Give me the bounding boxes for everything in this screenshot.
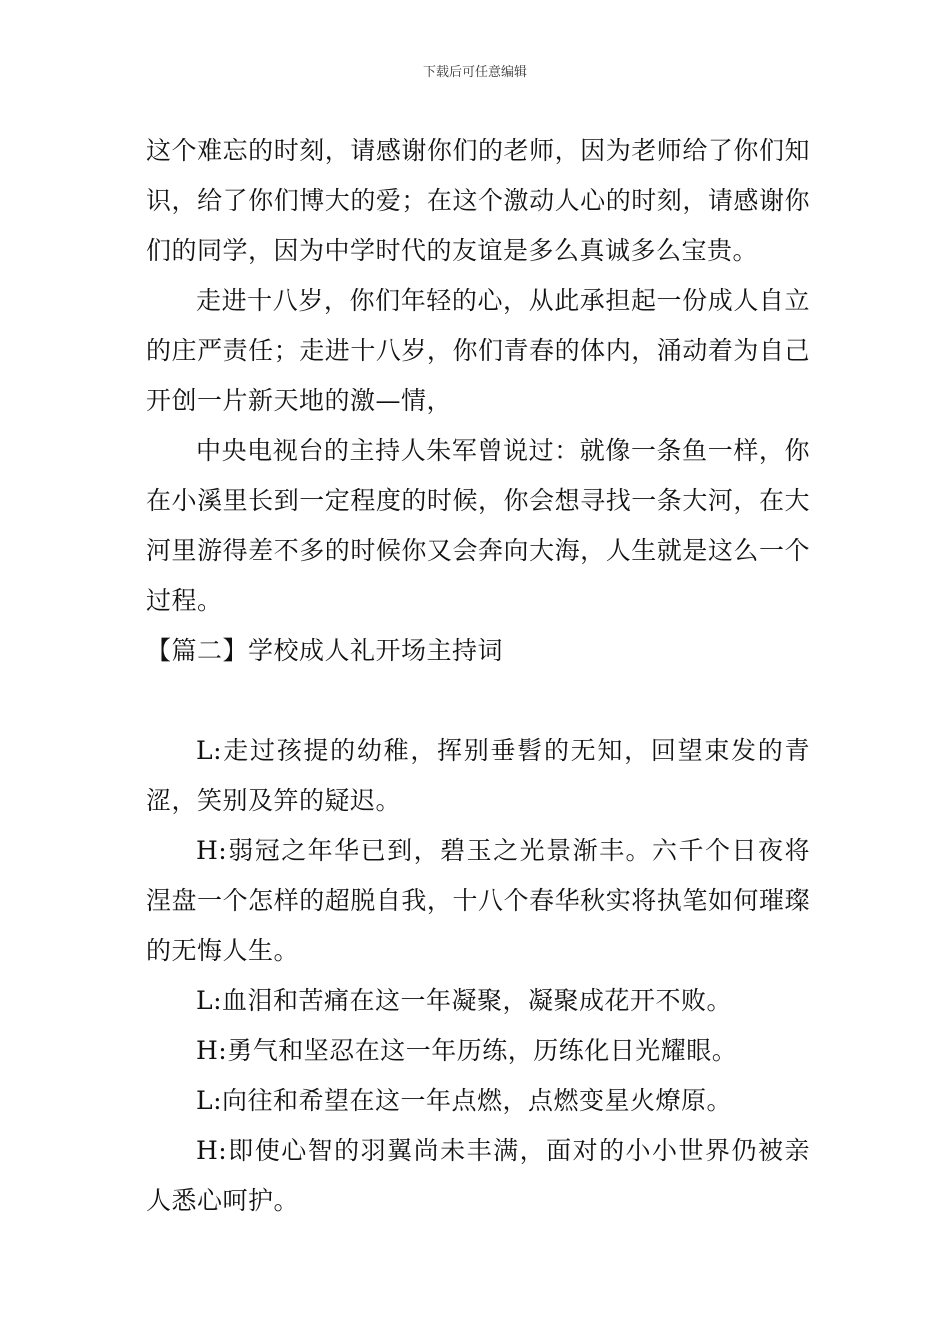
page-header: 下载后可任意编辑 <box>422 65 527 80</box>
dialogue-line: H:弱冠之年华已到，碧玉之光景渐丰。六千个日夜将涅盘一个怎样的超脱自我，十八个春华秋实将执笔如何璀璨的无悔人生。 <box>146 836 810 965</box>
section-heading: 【篇二】学校成人礼开场主持词 <box>146 636 504 665</box>
dialogue-line: H:勇气和坚忍在这一年历练，历练化日光耀眼。 <box>196 1036 738 1065</box>
dialogue-line: L:血泪和苦痛在这一年凝聚，凝聚成花开不败。 <box>196 986 733 1015</box>
dialogue-line: L:向往和希望在这一年点燃，点燃变星火燎原。 <box>196 1086 733 1115</box>
dialogue-line: H:即使心智的羽翼尚未丰满，面对的小小世界仍被亲人悉心呵护。 <box>146 1136 810 1215</box>
dialogue-line: L:走过孩提的幼稚，挥别垂髫的无知，回望束发的青涩，笑别及笄的疑迟。 <box>146 736 810 815</box>
document-body <box>146 126 810 1226</box>
paragraph-continuation: 这个难忘的时刻，请感谢你们的老师，因为老师给了你们知识，给了你们博大的爱；在这个激动人心的时刻，请感谢你们的同学，因为中学时代的友谊是多么真诚多么宝贵。 <box>146 136 810 265</box>
paragraph: 中央电视台的主持人朱军曾说过：就像一条鱼一样，你在小溪里长到一定程度的时候，你会想寻找一条大河，在大河里游得差不多的时候你又会奔向大海，人生就是这么一个过程。 <box>146 436 810 615</box>
paragraph: 走进十八岁，你们年轻的心，从此承担起一份成人自立的庄严责任；走进十八岁，你们青春的体内，涌动着为自己开创一片新天地的激—情， <box>146 286 810 415</box>
